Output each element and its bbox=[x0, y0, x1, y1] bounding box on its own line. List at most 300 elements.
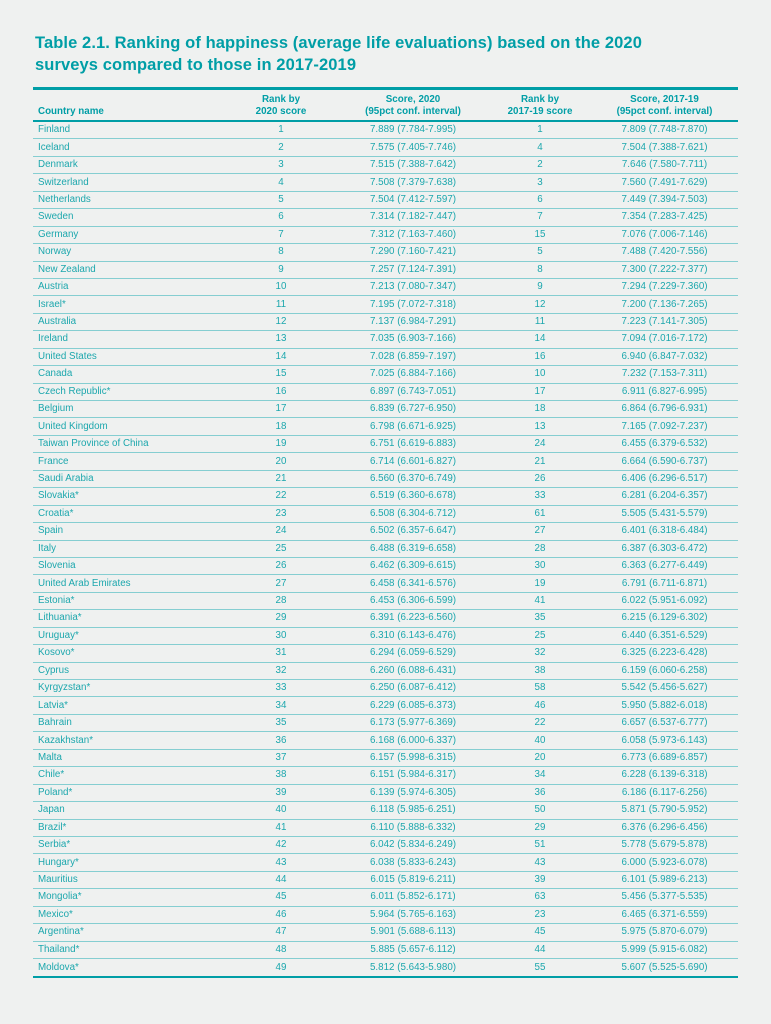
rank-2017-19-cell: 9 bbox=[537, 281, 543, 293]
table-row bbox=[33, 558, 738, 575]
country-cell: Ireland bbox=[38, 333, 68, 345]
header-score-2020-line2: (95pct conf. interval) bbox=[365, 105, 461, 117]
score-2017-19-cell: 5.456 (5.377-5.535) bbox=[621, 891, 708, 903]
country-cell: United States bbox=[38, 350, 97, 362]
score-2017-19-cell: 6.455 (6.379-6.532) bbox=[621, 438, 708, 450]
country-cell: Poland* bbox=[38, 786, 73, 798]
rank-2017-19-cell: 23 bbox=[534, 908, 546, 920]
rank-2017-19-cell: 5 bbox=[537, 246, 543, 258]
rank-2017-19-cell: 33 bbox=[534, 490, 546, 502]
table-row bbox=[33, 697, 738, 714]
score-2020-cell: 7.290 (7.160-7.421) bbox=[369, 246, 457, 258]
rank-2017-19-cell: 44 bbox=[534, 943, 546, 955]
table-row bbox=[33, 907, 738, 924]
country-cell: United Kingdom bbox=[38, 420, 108, 432]
rank-2017-19-cell: 39 bbox=[534, 874, 546, 886]
country-cell: Kyrgyzstan* bbox=[38, 682, 91, 694]
score-2017-19-cell: 7.232 (7.153-7.311) bbox=[621, 368, 708, 380]
rank-2020-cell: 12 bbox=[275, 316, 287, 328]
rank-2020-cell: 20 bbox=[275, 455, 287, 467]
country-cell: France bbox=[38, 455, 69, 467]
score-2017-19-cell: 6.401 (6.318-6.484) bbox=[621, 525, 708, 537]
rank-2017-19-cell: 43 bbox=[534, 856, 546, 868]
rank-2017-19-cell: 18 bbox=[534, 403, 546, 415]
rank-2017-19-cell: 45 bbox=[534, 926, 546, 938]
table-row bbox=[33, 209, 738, 226]
score-2017-19-cell: 7.560 (7.491-7.629) bbox=[621, 176, 708, 188]
rank-2017-19-cell: 2 bbox=[537, 159, 543, 171]
country-cell: Lithuania* bbox=[38, 612, 82, 624]
rank-2017-19-cell: 12 bbox=[534, 298, 546, 310]
rank-2020-cell: 28 bbox=[275, 595, 287, 607]
table-row bbox=[33, 366, 738, 383]
rank-2017-19-cell: 19 bbox=[534, 577, 546, 589]
score-2017-19-cell: 6.387 (6.303-6.472) bbox=[621, 542, 708, 554]
score-2017-19-cell: 5.607 (5.525-5.690) bbox=[621, 961, 708, 973]
country-cell: Hungary* bbox=[38, 856, 79, 868]
rank-2020-cell: 15 bbox=[275, 368, 287, 380]
country-cell: Moldova* bbox=[38, 961, 79, 973]
table-row bbox=[33, 227, 738, 244]
rank-2020-cell: 7 bbox=[278, 228, 284, 240]
rank-2020-cell: 24 bbox=[275, 525, 287, 537]
header-country-name-line2: Country name bbox=[38, 105, 104, 117]
rank-2017-19-cell: 55 bbox=[534, 961, 546, 973]
score-2020-cell: 5.964 (5.765-6.163) bbox=[369, 908, 457, 920]
rank-2020-cell: 41 bbox=[275, 821, 287, 833]
rank-2017-19-cell: 34 bbox=[534, 769, 546, 781]
rank-2020-cell: 39 bbox=[275, 786, 287, 798]
country-cell: Bahrain bbox=[38, 717, 72, 729]
rank-2017-19-cell: 1 bbox=[537, 124, 543, 136]
table-row bbox=[33, 139, 738, 156]
rank-2017-19-cell: 41 bbox=[534, 595, 546, 607]
table-row bbox=[33, 872, 738, 889]
table-row bbox=[33, 645, 738, 662]
country-cell: Mongolia* bbox=[38, 891, 82, 903]
score-2020-cell: 7.137 (6.984-7.291) bbox=[369, 316, 457, 328]
table-body bbox=[33, 122, 738, 978]
rank-2020-cell: 46 bbox=[275, 908, 287, 920]
score-2020-cell: 7.195 (7.072-7.318) bbox=[369, 298, 457, 310]
rank-2017-19-cell: 26 bbox=[534, 472, 546, 484]
page-title-line-2: surveys compared to those in 2017-2019 bbox=[35, 55, 357, 74]
score-2020-cell: 6.173 (5.977-6.369) bbox=[369, 717, 457, 729]
score-2017-19-cell: 6.022 (5.951-6.092) bbox=[621, 595, 708, 607]
table-row bbox=[33, 192, 738, 209]
score-2020-cell: 7.257 (7.124-7.391) bbox=[369, 263, 457, 275]
score-2017-19-cell: 7.809 (7.748-7.870) bbox=[621, 124, 708, 136]
header-score-2020 bbox=[337, 94, 489, 117]
rank-2020-cell: 29 bbox=[275, 612, 287, 624]
header-rank-2017-19-line2: 2017-19 score bbox=[507, 105, 573, 117]
table-row bbox=[33, 488, 738, 505]
rank-2017-19-cell: 15 bbox=[534, 228, 546, 240]
score-2020-cell: 6.294 (6.059-6.529) bbox=[369, 647, 457, 659]
table-row bbox=[33, 663, 738, 680]
header-rank-2020-line1: Rank by bbox=[261, 94, 301, 105]
table-row bbox=[33, 471, 738, 488]
score-2017-19-cell: 6.864 (6.796-6.931) bbox=[621, 403, 708, 415]
rank-2020-cell: 27 bbox=[275, 577, 287, 589]
rank-2017-19-cell: 11 bbox=[534, 316, 546, 328]
country-cell: Austria bbox=[38, 281, 69, 293]
score-2017-19-cell: 6.773 (6.689-6.857) bbox=[621, 751, 708, 763]
score-2017-19-cell: 6.440 (6.351-6.529) bbox=[621, 629, 708, 641]
score-2020-cell: 6.453 (6.306-6.599) bbox=[369, 595, 457, 607]
table-row bbox=[33, 296, 738, 313]
score-2017-19-cell: 6.657 (6.537-6.777) bbox=[621, 717, 708, 729]
rank-2017-19-cell: 51 bbox=[534, 839, 546, 851]
score-2020-cell: 6.508 (6.304-6.712) bbox=[369, 507, 457, 519]
table-row bbox=[33, 802, 738, 819]
table-row bbox=[33, 349, 738, 366]
rank-2020-cell: 43 bbox=[275, 856, 287, 868]
country-cell: Belgium bbox=[38, 403, 74, 415]
score-2020-cell: 6.168 (6.000-6.337) bbox=[369, 734, 457, 746]
rank-2017-19-cell: 28 bbox=[534, 542, 546, 554]
rank-2017-19-cell: 17 bbox=[534, 385, 546, 397]
rank-2017-19-cell: 38 bbox=[534, 664, 546, 676]
table-row bbox=[33, 384, 738, 401]
score-2020-cell: 5.885 (5.657-6.112) bbox=[370, 943, 456, 955]
score-2020-cell: 6.458 (6.341-6.576) bbox=[369, 577, 457, 589]
table-row bbox=[33, 541, 738, 558]
header-score-2017-19-line2: (95pct conf. interval) bbox=[616, 105, 713, 117]
score-2017-19-cell: 6.376 (6.296-6.456) bbox=[621, 821, 708, 833]
header-rank-2020-line2: 2020 score bbox=[255, 105, 307, 117]
country-cell: Denmark bbox=[38, 159, 78, 171]
score-2020-cell: 6.015 (5.819-6.211) bbox=[370, 874, 456, 886]
score-2020-cell: 6.560 (6.370-6.749) bbox=[369, 472, 457, 484]
table-row bbox=[33, 331, 738, 348]
happiness-ranking-table bbox=[33, 87, 738, 978]
country-cell: Slovakia* bbox=[38, 490, 79, 502]
country-cell: Chile* bbox=[38, 769, 65, 781]
score-2020-cell: 7.508 (7.379-7.638) bbox=[369, 176, 457, 188]
rank-2017-19-cell: 13 bbox=[534, 420, 546, 432]
rank-2017-19-cell: 61 bbox=[534, 507, 546, 519]
header-country-name bbox=[33, 94, 225, 117]
score-2017-19-cell: 7.223 (7.141-7.305) bbox=[621, 316, 708, 328]
score-2020-cell: 7.515 (7.388-7.642) bbox=[369, 159, 457, 171]
score-2020-cell: 6.139 (5.974-6.305) bbox=[369, 786, 457, 798]
rank-2020-cell: 6 bbox=[278, 211, 284, 223]
rank-2017-19-cell: 32 bbox=[534, 647, 546, 659]
score-2020-cell: 6.157 (5.998-6.315) bbox=[369, 751, 457, 763]
score-2020-cell: 6.391 (6.223-6.560) bbox=[369, 612, 457, 624]
score-2020-cell: 6.897 (6.743-7.051) bbox=[369, 385, 457, 397]
table-row bbox=[33, 750, 738, 767]
rank-2020-cell: 23 bbox=[275, 507, 287, 519]
rank-2020-cell: 30 bbox=[275, 629, 287, 641]
score-2020-cell: 6.839 (6.727-6.950) bbox=[369, 403, 457, 415]
rank-2020-cell: 2 bbox=[278, 141, 284, 153]
score-2020-cell: 7.312 (7.163-7.460) bbox=[369, 228, 457, 240]
score-2020-cell: 6.714 (6.601-6.827) bbox=[369, 455, 457, 467]
table-row bbox=[33, 889, 738, 906]
score-2017-19-cell: 5.975 (5.870-6.079) bbox=[621, 926, 708, 938]
header-rank-2020 bbox=[225, 94, 337, 117]
score-2020-cell: 7.504 (7.412-7.597) bbox=[369, 193, 457, 205]
score-2020-cell: 6.798 (6.671-6.925) bbox=[369, 420, 457, 432]
country-cell: Japan bbox=[38, 804, 65, 816]
rank-2017-19-cell: 30 bbox=[534, 560, 546, 572]
score-2017-19-cell: 5.999 (5.915-6.082) bbox=[621, 943, 708, 955]
rank-2017-19-cell: 8 bbox=[537, 263, 543, 275]
rank-2020-cell: 1 bbox=[278, 124, 284, 136]
rank-2020-cell: 31 bbox=[275, 647, 287, 659]
rank-2020-cell: 13 bbox=[275, 333, 287, 345]
table-row bbox=[33, 262, 738, 279]
header-rank-2017-19-line1: Rank by bbox=[520, 94, 560, 105]
score-2020-cell: 6.502 (6.357-6.647) bbox=[369, 525, 457, 537]
score-2020-cell: 6.229 (6.085-6.373) bbox=[369, 699, 457, 711]
country-cell: Croatia* bbox=[38, 507, 74, 519]
country-cell: Italy bbox=[38, 542, 56, 554]
country-cell: Kosovo* bbox=[38, 647, 75, 659]
score-2020-cell: 5.812 (5.643-5.980) bbox=[369, 961, 457, 973]
table-row bbox=[33, 418, 738, 435]
score-2020-cell: 6.519 (6.360-6.678) bbox=[369, 490, 457, 502]
country-cell: Serbia* bbox=[38, 839, 71, 851]
score-2017-19-cell: 7.076 (7.006-7.146) bbox=[621, 228, 708, 240]
rank-2020-cell: 8 bbox=[278, 246, 284, 258]
score-2017-19-cell: 5.542 (5.456-5.627) bbox=[621, 682, 708, 694]
score-2020-cell: 6.042 (5.834-6.249) bbox=[369, 839, 457, 851]
rank-2020-cell: 45 bbox=[275, 891, 287, 903]
score-2020-cell: 6.260 (6.088-6.431) bbox=[369, 664, 457, 676]
rank-2017-19-cell: 14 bbox=[534, 333, 546, 345]
rank-2017-19-cell: 22 bbox=[534, 717, 546, 729]
table-row bbox=[33, 837, 738, 854]
rank-2020-cell: 5 bbox=[278, 193, 284, 205]
table-row bbox=[33, 593, 738, 610]
rank-2017-19-cell: 58 bbox=[534, 682, 546, 694]
header-score-2017-19-line1: Score, 2017-19 bbox=[630, 94, 699, 105]
table-row bbox=[33, 820, 738, 837]
table-row bbox=[33, 506, 738, 523]
rank-2020-cell: 25 bbox=[275, 542, 287, 554]
rank-2020-cell: 22 bbox=[275, 490, 287, 502]
country-cell: Netherlands bbox=[38, 193, 91, 205]
score-2020-cell: 7.025 (6.884-7.166) bbox=[369, 368, 457, 380]
score-2017-19-cell: 7.449 (7.394-7.503) bbox=[621, 193, 708, 205]
rank-2017-19-cell: 35 bbox=[534, 612, 546, 624]
score-2020-cell: 6.751 (6.619-6.883) bbox=[369, 438, 457, 450]
header-score-2020-line1: Score, 2020 bbox=[385, 94, 441, 105]
rank-2017-19-cell: 50 bbox=[534, 804, 546, 816]
rank-2020-cell: 4 bbox=[278, 176, 284, 188]
rank-2020-cell: 32 bbox=[275, 664, 287, 676]
score-2017-19-cell: 6.940 (6.847-7.032) bbox=[621, 350, 708, 362]
table-row bbox=[33, 453, 738, 470]
score-2020-cell: 6.488 (6.319-6.658) bbox=[369, 542, 457, 554]
score-2020-cell: 7.035 (6.903-7.166) bbox=[369, 333, 457, 345]
page-title-line-1: Table 2.1. Ranking of happiness (average life evaluations) based on the 2020 bbox=[35, 34, 642, 52]
score-2020-cell: 6.310 (6.143-6.476) bbox=[369, 629, 457, 641]
country-cell: Estonia* bbox=[38, 595, 75, 607]
table-row bbox=[33, 314, 738, 331]
rank-2020-cell: 34 bbox=[275, 699, 287, 711]
country-cell: Finland bbox=[38, 124, 71, 136]
rank-2017-19-cell: 6 bbox=[537, 193, 543, 205]
score-2020-cell: 7.575 (7.405-7.746) bbox=[369, 141, 457, 153]
rank-2017-19-cell: 10 bbox=[534, 368, 546, 380]
header-score-2017-19 bbox=[591, 94, 738, 117]
score-2017-19-cell: 6.215 (6.129-6.302) bbox=[621, 612, 708, 624]
rank-2017-19-cell: 25 bbox=[534, 629, 546, 641]
table-row bbox=[33, 575, 738, 592]
score-2020-cell: 6.462 (6.309-6.615) bbox=[369, 560, 457, 572]
country-cell: Latvia* bbox=[38, 699, 68, 711]
rank-2020-cell: 9 bbox=[278, 263, 284, 275]
score-2020-cell: 6.151 (5.984-6.317) bbox=[369, 769, 457, 781]
table-header-row bbox=[33, 87, 738, 122]
score-2017-19-cell: 7.354 (7.283-7.425) bbox=[621, 211, 708, 223]
score-2020-cell: 7.314 (7.182-7.447) bbox=[369, 211, 457, 223]
score-2017-19-cell: 5.505 (5.431-5.579) bbox=[621, 507, 708, 519]
score-2017-19-cell: 6.228 (6.139-6.318) bbox=[621, 769, 708, 781]
score-2017-19-cell: 7.300 (7.222-7.377) bbox=[621, 263, 708, 275]
country-cell: New Zealand bbox=[38, 263, 96, 275]
rank-2020-cell: 19 bbox=[275, 438, 287, 450]
rank-2020-cell: 42 bbox=[275, 839, 287, 851]
rank-2017-19-cell: 20 bbox=[534, 751, 546, 763]
country-cell: Sweden bbox=[38, 211, 74, 223]
score-2017-19-cell: 5.950 (5.882-6.018) bbox=[621, 699, 708, 711]
score-2020-cell: 7.028 (6.859-7.197) bbox=[369, 350, 457, 362]
table-row bbox=[33, 732, 738, 749]
country-cell: Australia bbox=[38, 316, 77, 328]
rank-2020-cell: 16 bbox=[275, 385, 287, 397]
country-cell: Uruguay* bbox=[38, 629, 79, 641]
table-row bbox=[33, 279, 738, 296]
score-2017-19-cell: 5.871 (5.790-5.952) bbox=[621, 804, 708, 816]
score-2017-19-cell: 7.646 (7.580-7.711) bbox=[621, 159, 708, 171]
country-cell: Saudi Arabia bbox=[38, 472, 94, 484]
country-cell: Spain bbox=[38, 525, 64, 537]
rank-2017-19-cell: 40 bbox=[534, 734, 546, 746]
country-cell: Kazakhstan* bbox=[38, 734, 94, 746]
rank-2017-19-cell: 36 bbox=[534, 786, 546, 798]
rank-2020-cell: 14 bbox=[275, 350, 287, 362]
rank-2020-cell: 48 bbox=[275, 943, 287, 955]
rank-2017-19-cell: 3 bbox=[537, 176, 543, 188]
score-2020-cell: 6.038 (5.833-6.243) bbox=[369, 856, 457, 868]
rank-2017-19-cell: 29 bbox=[534, 821, 546, 833]
score-2017-19-cell: 7.200 (7.136-7.265) bbox=[621, 298, 708, 310]
rank-2020-cell: 33 bbox=[275, 682, 287, 694]
page-title bbox=[35, 33, 642, 76]
table-row bbox=[33, 401, 738, 418]
rank-2020-cell: 21 bbox=[275, 472, 287, 484]
country-cell: Czech Republic* bbox=[38, 385, 111, 397]
country-cell: United Arab Emirates bbox=[38, 577, 131, 589]
rank-2020-cell: 49 bbox=[275, 961, 287, 973]
table-row bbox=[33, 942, 738, 959]
rank-2020-cell: 37 bbox=[275, 751, 287, 763]
country-cell: Mexico* bbox=[38, 908, 73, 920]
score-2017-19-cell: 6.281 (6.204-6.357) bbox=[621, 490, 708, 502]
country-cell: Taiwan Province of China bbox=[38, 438, 149, 450]
score-2020-cell: 6.110 (5.888-6.332) bbox=[370, 821, 456, 833]
table-row bbox=[33, 715, 738, 732]
table-row bbox=[33, 157, 738, 174]
table-row bbox=[33, 628, 738, 645]
score-2017-19-cell: 6.000 (5.923-6.078) bbox=[621, 856, 708, 868]
table-row bbox=[33, 680, 738, 697]
country-cell: Canada bbox=[38, 368, 73, 380]
table-row bbox=[33, 244, 738, 261]
table-row bbox=[33, 785, 738, 802]
score-2017-19-cell: 6.465 (6.371-6.559) bbox=[621, 908, 708, 920]
rank-2017-19-cell: 46 bbox=[534, 699, 546, 711]
score-2017-19-cell: 6.325 (6.223-6.428) bbox=[621, 647, 708, 659]
country-cell: Iceland bbox=[38, 141, 70, 153]
score-2017-19-cell: 6.101 (5.989-6.213) bbox=[621, 874, 708, 886]
score-2017-19-cell: 7.294 (7.229-7.360) bbox=[621, 281, 708, 293]
country-cell: Slovenia bbox=[38, 560, 76, 572]
rank-2020-cell: 26 bbox=[275, 560, 287, 572]
score-2020-cell: 6.118 (5.985-6.251) bbox=[370, 804, 456, 816]
score-2017-19-cell: 6.058 (5.973-6.143) bbox=[621, 734, 708, 746]
country-cell: Thailand* bbox=[38, 943, 80, 955]
score-2020-cell: 5.901 (5.688-6.113) bbox=[370, 926, 456, 938]
rank-2017-19-cell: 4 bbox=[537, 141, 543, 153]
rank-2017-19-cell: 7 bbox=[537, 211, 543, 223]
table-row bbox=[33, 436, 738, 453]
country-cell: Argentina* bbox=[38, 926, 84, 938]
score-2017-19-cell: 6.363 (6.277-6.449) bbox=[621, 560, 708, 572]
score-2020-cell: 7.889 (7.784-7.995) bbox=[369, 124, 457, 136]
score-2017-19-cell: 6.159 (6.060-6.258) bbox=[621, 664, 708, 676]
score-2017-19-cell: 7.094 (7.016-7.172) bbox=[621, 333, 708, 345]
rank-2020-cell: 3 bbox=[278, 159, 284, 171]
country-cell: Norway bbox=[38, 246, 72, 258]
rank-2020-cell: 38 bbox=[275, 769, 287, 781]
score-2017-19-cell: 6.406 (6.296-6.517) bbox=[621, 472, 708, 484]
rank-2017-19-cell: 24 bbox=[534, 438, 546, 450]
table-row bbox=[33, 854, 738, 871]
rank-2017-19-cell: 21 bbox=[534, 455, 546, 467]
country-cell: Germany bbox=[38, 228, 79, 240]
rank-2017-19-cell: 63 bbox=[534, 891, 546, 903]
score-2017-19-cell: 7.488 (7.420-7.556) bbox=[621, 246, 708, 258]
score-2020-cell: 7.213 (7.080-7.347) bbox=[369, 281, 457, 293]
table-row bbox=[33, 610, 738, 627]
table-row bbox=[33, 122, 738, 139]
country-cell: Malta bbox=[38, 751, 62, 763]
rank-2020-cell: 40 bbox=[275, 804, 287, 816]
score-2017-19-cell: 5.778 (5.679-5.878) bbox=[621, 839, 708, 851]
rank-2020-cell: 18 bbox=[275, 420, 287, 432]
table-row bbox=[33, 767, 738, 784]
score-2020-cell: 6.250 (6.087-6.412) bbox=[369, 682, 457, 694]
table-row bbox=[33, 924, 738, 941]
country-cell: Switzerland bbox=[38, 176, 89, 188]
score-2017-19-cell: 7.504 (7.388-7.621) bbox=[621, 141, 708, 153]
rank-2020-cell: 44 bbox=[275, 874, 287, 886]
rank-2020-cell: 36 bbox=[275, 734, 287, 746]
rank-2017-19-cell: 16 bbox=[534, 350, 546, 362]
rank-2020-cell: 17 bbox=[275, 403, 287, 415]
score-2017-19-cell: 6.911 (6.827-6.995) bbox=[621, 385, 708, 397]
score-2017-19-cell: 6.664 (6.590-6.737) bbox=[621, 455, 708, 467]
score-2017-19-cell: 6.186 (6.117-6.256) bbox=[621, 786, 708, 798]
rank-2020-cell: 11 bbox=[275, 298, 287, 310]
score-2017-19-cell: 7.165 (7.092-7.237) bbox=[621, 420, 708, 432]
